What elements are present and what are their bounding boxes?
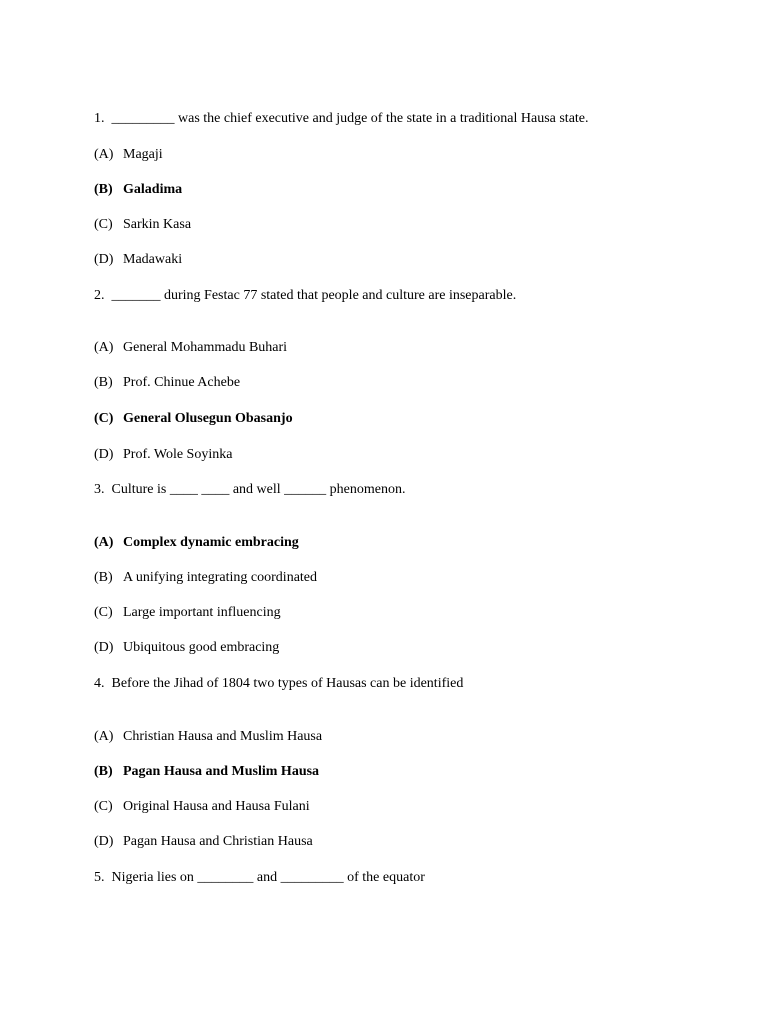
option-letter: (A) [94, 729, 114, 744]
option-letter: (D) [94, 834, 114, 849]
q1-option-a [94, 146, 163, 164]
option-letter: (A) [94, 147, 114, 162]
question-text: Before the Jihad of 1804 two types of Hausas can be identified [111, 676, 464, 691]
option-letter: (A) [94, 535, 114, 550]
option-letter: (B) [94, 570, 113, 585]
option-text: General Olusegun Obasanjo [123, 411, 293, 426]
option-text: Magaji [123, 147, 163, 162]
q4-option-d [94, 833, 313, 851]
q3-option-b [94, 569, 317, 587]
q4-option-a [94, 728, 322, 746]
option-letter: (C) [94, 217, 113, 232]
q3-option-d [94, 639, 279, 657]
option-text: Large important influencing [123, 605, 281, 620]
question-number: 1. [94, 111, 105, 126]
question-4 [94, 675, 463, 693]
question-text: _______ during Festac 77 stated that people and culture are inseparable. [111, 288, 517, 303]
q2-option-a [94, 339, 287, 357]
option-text: Madawaki [123, 252, 183, 267]
q3-option-a-answer [94, 534, 299, 552]
option-text: Ubiquitous good embracing [123, 640, 280, 655]
option-letter: (D) [94, 252, 114, 267]
q3-option-c [94, 604, 281, 622]
option-text: Pagan Hausa and Christian Hausa [123, 834, 313, 849]
q1-option-d [94, 251, 182, 269]
option-text: Original Hausa and Hausa Fulani [123, 799, 310, 814]
option-letter: (C) [94, 411, 114, 426]
q4-option-c [94, 798, 310, 816]
option-text: Prof. Chinue Achebe [123, 375, 241, 390]
q2-option-c-answer [94, 410, 293, 428]
question-text: Culture is ____ ____ and well ______ phenomenon. [111, 482, 406, 497]
option-letter: (B) [94, 375, 113, 390]
option-letter: (B) [94, 182, 113, 197]
question-text: Nigeria lies on ________ and _________ of the equator [111, 870, 425, 885]
option-letter: (D) [94, 447, 114, 462]
question-text: _________ was the chief executive and judge of the state in a traditional Hausa state. [111, 111, 589, 126]
option-letter: (C) [94, 605, 113, 620]
option-text: Galadima [123, 182, 183, 197]
option-text: Pagan Hausa and Muslim Hausa [123, 764, 320, 779]
option-text: Christian Hausa and Muslim Hausa [123, 729, 323, 744]
option-text: General Mohammadu Buhari [123, 340, 288, 355]
option-letter: (C) [94, 799, 113, 814]
question-number: 2. [94, 288, 105, 303]
q1-option-c [94, 216, 191, 234]
q2-option-d [94, 446, 232, 464]
q4-option-b-answer [94, 763, 319, 781]
question-3 [94, 481, 405, 499]
question-number: 5. [94, 870, 105, 885]
option-text: Sarkin Kasa [123, 217, 192, 232]
option-letter: (B) [94, 764, 113, 779]
question-2 [94, 287, 516, 305]
question-number: 4. [94, 676, 105, 691]
option-text: Complex dynamic embracing [123, 535, 299, 550]
option-letter: (D) [94, 640, 114, 655]
q1-option-b-answer [94, 181, 182, 199]
option-text: Prof. Wole Soyinka [123, 447, 233, 462]
option-text: A unifying integrating coordinated [123, 570, 318, 585]
option-letter: (A) [94, 340, 114, 355]
question-5 [94, 869, 425, 887]
question-number: 3. [94, 482, 105, 497]
q2-option-b [94, 374, 240, 392]
question-1 [94, 110, 589, 128]
